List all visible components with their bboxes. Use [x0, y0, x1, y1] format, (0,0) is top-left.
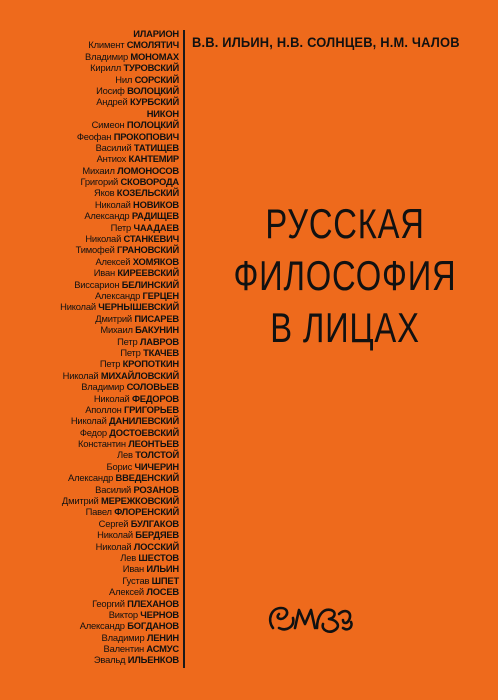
philosopher-name: [0, 484, 179, 495]
surname: ЛАВРОВ: [139, 335, 179, 347]
surname: ИЛЬИН: [146, 563, 179, 575]
given-name: Александр: [94, 289, 141, 301]
philosopher-name: [0, 449, 179, 460]
given-name: Константин: [77, 438, 126, 450]
philosopher-name: [0, 210, 179, 221]
surname: ЧЕРНЫШЕВСКИЙ: [98, 301, 179, 313]
given-name: Василий: [95, 141, 132, 153]
philosopher-list: [0, 28, 179, 666]
given-name: Петр: [117, 335, 138, 347]
philosopher-name: [0, 108, 179, 119]
philosopher-name: [0, 176, 179, 187]
philosopher-name: [0, 643, 179, 654]
publisher-monogram-logo: [265, 598, 355, 638]
philosopher-name: [0, 199, 179, 210]
given-name: Антиох: [96, 153, 127, 165]
surname: ДОСТОЕВСКИЙ: [109, 426, 179, 438]
surname: КАНТЕМИР: [128, 153, 179, 165]
philosopher-name: [0, 438, 179, 449]
given-name: Владимир: [101, 631, 145, 643]
given-name: Владимир: [85, 50, 128, 62]
surname: ПИСАРЕВ: [134, 312, 179, 324]
given-name: Дмитрий: [61, 495, 99, 507]
philosopher-name: [0, 28, 179, 39]
given-name: Георгий: [92, 597, 125, 609]
philosopher-name: [0, 552, 179, 563]
given-name: Василий: [95, 483, 132, 495]
surname: ФЛОРЕНСКИЙ: [114, 506, 179, 518]
philosopher-name: [0, 290, 179, 301]
given-name: Николай: [95, 540, 132, 552]
philosopher-name: [0, 461, 179, 472]
surname: ЧИЧЕРИН: [134, 460, 179, 472]
philosopher-name: [0, 187, 179, 198]
given-name: Федор: [79, 426, 107, 438]
surname: ГРИГОРЬЕВ: [123, 403, 179, 415]
given-name: Петр: [110, 221, 132, 233]
philosopher-name: [0, 74, 179, 85]
given-name: Густав: [122, 574, 150, 586]
surname: КУРБСКИЙ: [129, 96, 179, 108]
given-name: Дмитрий: [95, 312, 132, 324]
surname: НИКОН: [146, 107, 179, 119]
philosopher-name: [0, 153, 179, 164]
given-name: Аполлон: [85, 403, 122, 415]
philosopher-name: [0, 472, 179, 483]
surname: ФЕДОРОВ: [131, 392, 179, 404]
given-name: Николай: [97, 529, 133, 541]
given-name: Михаил: [82, 164, 115, 176]
given-name: Николай: [94, 198, 131, 210]
surname: ГЕРЦЕН: [142, 289, 179, 301]
given-name: Иосиф: [96, 84, 125, 96]
surname: ЛЕНИН: [146, 631, 179, 643]
surname: АСМУС: [146, 643, 179, 655]
given-name: Петр: [120, 346, 141, 358]
surname: БАКУНИН: [135, 324, 179, 336]
philosopher-name: [0, 222, 179, 233]
philosopher-name: [0, 427, 179, 438]
surname: МОНОМАХ: [130, 50, 179, 62]
philosopher-name: [0, 279, 179, 290]
philosopher-name: [0, 165, 179, 176]
given-name: Николай: [70, 415, 107, 427]
given-name: Симеон: [91, 119, 125, 131]
philosopher-name: [0, 518, 179, 529]
surname: ЛОССКИЙ: [133, 540, 179, 552]
philosopher-name: [0, 598, 179, 609]
philosopher-name: [0, 39, 179, 50]
surname: ПРОКОПОВИЧ: [113, 130, 179, 142]
surname: РОЗАНОВ: [133, 483, 179, 495]
surname: ЛЕОНТЬЕВ: [128, 438, 179, 450]
title-line-2: ФИЛОСОФИЯ: [233, 252, 457, 299]
surname: ТКАЧЕВ: [143, 346, 179, 358]
book-title: [232, 198, 458, 354]
surname: КИРЕЕВСКИЙ: [117, 267, 179, 279]
surname: КОЗЕЛЬСКИЙ: [116, 187, 179, 199]
philosopher-name: [0, 244, 179, 255]
philosopher-name: [0, 347, 179, 358]
given-name: Эвальд: [93, 654, 126, 666]
philosopher-name: [0, 632, 179, 643]
given-name: Кирилл: [90, 62, 122, 74]
surname: ЧЕРНОВ: [140, 608, 179, 620]
given-name: Тимофей: [75, 244, 115, 256]
philosopher-name: [0, 381, 179, 392]
surname: СОЛОВЬЕВ: [126, 381, 179, 393]
given-name: Лев: [117, 449, 133, 461]
philosopher-name: [0, 541, 179, 552]
surname: НОВИКОВ: [133, 198, 179, 210]
given-name: Алексей: [95, 255, 131, 267]
philosopher-name: [0, 620, 179, 631]
surname: ВВЕДЕНСКИЙ: [115, 472, 179, 484]
given-name: Валентин: [103, 643, 144, 655]
surname: БОГДАНОВ: [127, 620, 179, 632]
philosopher-name: [0, 51, 179, 62]
surname: КРОПОТКИН: [122, 358, 179, 370]
philosopher-name: [0, 313, 179, 324]
philosopher-name: [0, 575, 179, 586]
philosopher-name: [0, 404, 179, 415]
philosopher-name: [0, 506, 179, 517]
philosopher-name: [0, 358, 179, 369]
philosopher-name: [0, 609, 179, 620]
philosopher-name: [0, 370, 179, 381]
given-name: Владимир: [81, 381, 125, 393]
given-name: Николай: [93, 392, 130, 404]
title-line-3: В ЛИЦАХ: [270, 304, 420, 351]
philosopher-name: [0, 563, 179, 574]
surname: ТОЛСТОЙ: [135, 449, 179, 461]
given-name: Феофан: [76, 130, 112, 142]
surname: СОРСКИЙ: [134, 73, 179, 85]
surname: ШЕСТОВ: [138, 551, 179, 563]
given-name: Михаил: [100, 324, 133, 336]
surname: БЕЛИНСКИЙ: [121, 278, 179, 290]
surname: ШПЕТ: [151, 574, 179, 586]
surname: ЛОМОНОСОВ: [117, 164, 179, 176]
philosopher-name: [0, 393, 179, 404]
surname: МИХАЙЛОВСКИЙ: [100, 369, 179, 381]
given-name: Нил: [115, 73, 133, 85]
given-name: Павел: [85, 506, 112, 518]
given-name: Лев: [120, 551, 137, 563]
philosopher-name: [0, 415, 179, 426]
surname: БУЛГАКОВ: [130, 517, 179, 529]
surname: БЕРДЯЕВ: [135, 529, 179, 541]
vertical-divider: [183, 30, 185, 668]
surname: ИЛАРИОН: [133, 28, 179, 39]
given-name: Александр: [68, 472, 114, 484]
philosopher-name: [0, 586, 179, 597]
given-name: Яков: [94, 187, 115, 199]
surname: ЛОСЕВ: [146, 586, 179, 598]
given-name: Виктор: [108, 608, 138, 620]
surname: ТУРОВСКИЙ: [123, 62, 179, 74]
given-name: Виссарион: [74, 278, 120, 290]
philosopher-name: [0, 495, 179, 506]
surname: ДАНИЛЕВСКИЙ: [109, 415, 179, 427]
given-name: Климент: [88, 39, 125, 51]
philosopher-name: [0, 142, 179, 153]
philosopher-name: [0, 85, 179, 96]
surname: ВОЛОЦКИЙ: [127, 84, 179, 96]
philosopher-name: [0, 131, 179, 142]
philosopher-name: [0, 233, 179, 244]
surname: ИЛЬЕНКОВ: [127, 654, 179, 666]
philosopher-name: [0, 529, 179, 540]
surname: МЕРЕЖКОВСКИЙ: [100, 495, 179, 507]
given-name: Алексей: [109, 586, 144, 598]
given-name: Сергей: [98, 517, 129, 529]
authors-line: В.В. ИЛЬИН, Н.В. СОЛНЦЕВ, Н.М. ЧАЛОВ: [192, 34, 460, 50]
given-name: Николай: [62, 369, 99, 381]
surname: ПОЛОЦКИЙ: [126, 119, 179, 131]
given-name: Петр: [99, 358, 121, 370]
given-name: Александр: [84, 210, 130, 222]
surname: СКОВОРОДА: [120, 176, 179, 188]
given-name: Николай: [60, 301, 96, 313]
philosopher-name: [0, 62, 179, 73]
given-name: Андрей: [96, 96, 128, 108]
philosopher-name: [0, 119, 179, 130]
philosopher-name: [0, 654, 179, 665]
surname: ПЛЕХАНОВ: [127, 597, 179, 609]
philosopher-name: [0, 256, 179, 267]
given-name: Григорий: [80, 176, 119, 188]
surname: СТАНКЕВИЧ: [123, 233, 179, 245]
philosopher-name: [0, 336, 179, 347]
given-name: Александр: [79, 620, 125, 632]
surname: РАДИЩЕВ: [131, 210, 179, 222]
philosopher-name: [0, 324, 179, 335]
surname: ЧААДАЕВ: [133, 221, 179, 233]
philosopher-name: [0, 267, 179, 278]
given-name: Николай: [85, 233, 122, 245]
surname: ГРАНОВСКИЙ: [117, 244, 179, 256]
surname: СМОЛЯТИЧ: [126, 39, 179, 51]
philosopher-name: [0, 301, 179, 312]
surname: ТАТИЩЕВ: [133, 141, 179, 153]
title-line-1: РУССКАЯ: [265, 200, 425, 247]
philosopher-name: [0, 96, 179, 107]
given-name: Иван: [93, 267, 115, 279]
given-name: Иван: [122, 563, 145, 575]
given-name: Борис: [106, 460, 133, 472]
surname: ХОМЯКОВ: [132, 255, 179, 267]
